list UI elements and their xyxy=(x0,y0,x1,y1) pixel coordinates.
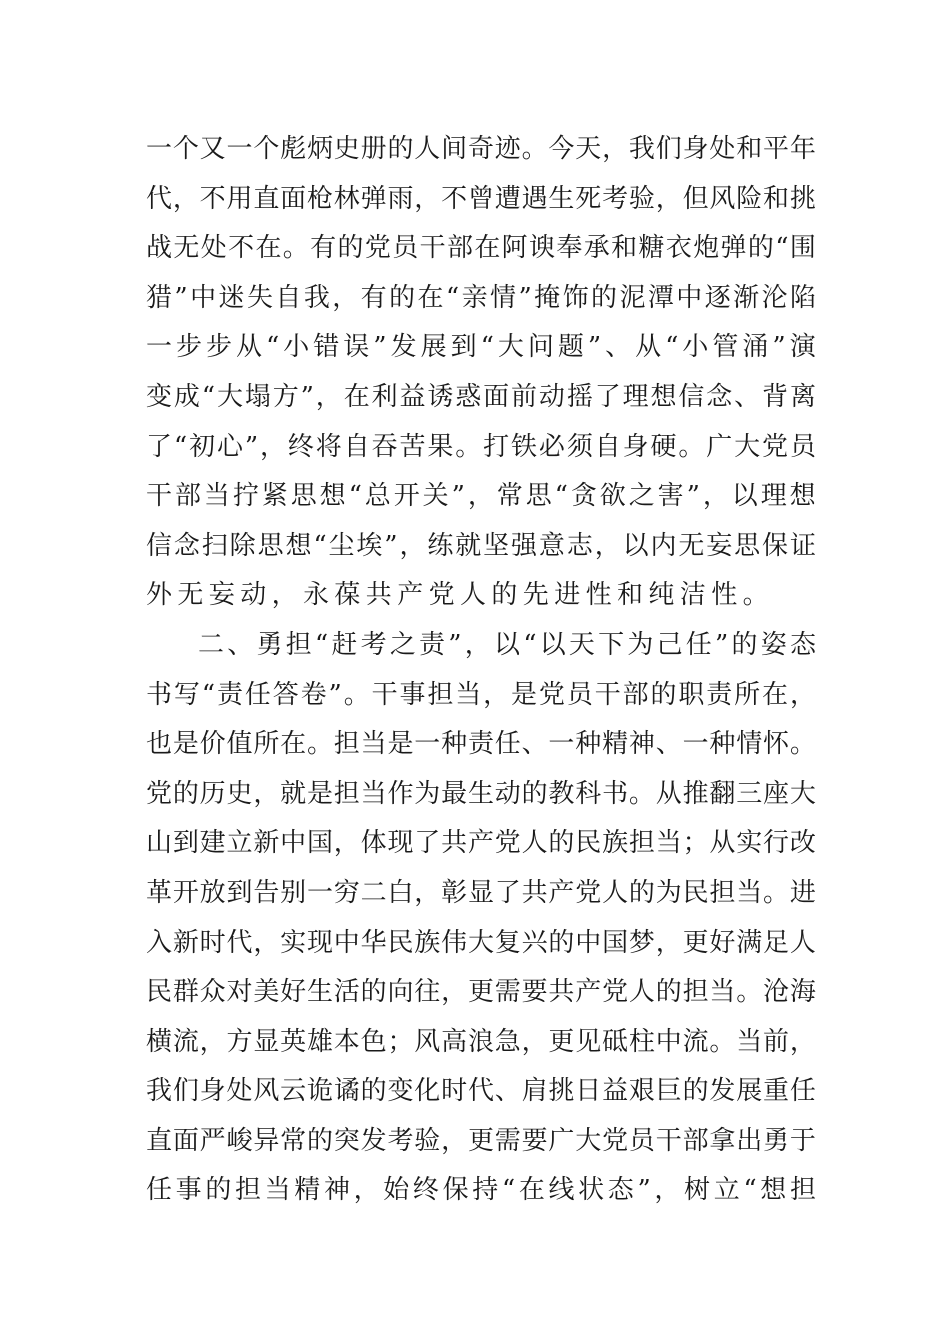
text-line: 了 “ 初 心 ” ， 终 将 自 吞 苦 果 。 打 铁 必 须 自 身 硬 。 广 大 党 员 xyxy=(146,431,816,462)
text-line: 也 是 价 值 所 在 。 担 当 是 一 种 责 任 、 一 种 精 神 、 一 种 情 怀 。 xyxy=(146,729,816,760)
text-line: 代 ， 不 用 直 面 枪 林 弹 雨 ， 不 曾 遭 遇 生 死 考 验 ， 但 风 险 和 挑 xyxy=(146,183,816,214)
text-line: 直 面 严 峻 异 常 的 突 发 考 验 ， 更 需 要 广 大 党 员 干 部 拿 出 勇 于 xyxy=(146,1125,816,1156)
text-line: 我 们 身 处 风 云 诡 谲 的 变 化 时 代 、 肩 挑 日 益 艰 巨 的 发 展 重 任 xyxy=(146,1076,816,1107)
text-line: 战 无 处 不 在 。 有 的 党 员 干 部 在 阿 谀 奉 承 和 糖 衣 炮 弹 的 “ 围 xyxy=(146,233,816,264)
text-line: 书 写 “ 责 任 答 卷 ” 。 干 事 担 当 ， 是 党 员 干 部 的 职 责 所 在 ， xyxy=(146,679,816,710)
text-line: 一 步 步 从 “ 小 错 误 ” 发 展 到 “ 大 问 题 ” 、 从 “ 小 管 涌 ” 演 xyxy=(146,332,816,363)
section-heading-line: 二 、 勇 担 “ 赶 考 之 责 ” ， 以 “ 以 天 下 为 己 任 ” 的 姿 态 xyxy=(198,629,816,660)
text-line: 入 新 时 代 ， 实 现 中 华 民 族 伟 大 复 兴 的 中 国 梦 ， 更 好 满 足 人 xyxy=(146,927,816,958)
text-line: 民 群 众 对 美 好 生 活 的 向 往 ， 更 需 要 共 产 党 人 的 担 当 。 沧 海 xyxy=(146,977,816,1008)
text-line: 革 开 放 到 告 别 一 穷 二 白 ， 彰 显 了 共 产 党 人 的 为 民 担 当 。 进 xyxy=(146,877,816,908)
text-line: 外无妄动，永葆共产党人的先进性和纯洁性。 xyxy=(146,580,775,611)
text-line: 猎 ” 中 迷 失 自 我 ， 有 的 在 “ 亲 情 ” 掩 饰 的 泥 潭 中 逐 渐 沦 陷 xyxy=(146,282,816,313)
body-text xyxy=(146,125,816,1216)
text-line: 任 事 的 担 当 精 神 ， 始 终 保 持 “ 在 线 状 态 ” ， 树 立 “ 想 担 xyxy=(146,1175,816,1206)
text-line: 党 的 历 史 ， 就 是 担 当 作 为 最 生 动 的 教 科 书 。 从 推 翻 三 座 大 xyxy=(146,778,816,809)
text-line: 信 念 扫 除 思 想 “ 尘 埃 ” ， 练 就 坚 强 意 志 ， 以 内 无 妄 思 保 证 xyxy=(146,530,816,561)
text-line: 变 成 “ 大 塌 方 ” ， 在 利 益 诱 惑 面 前 动 摇 了 理 想 信 念 、 背 离 xyxy=(146,381,816,412)
text-line: 一 个 又 一 个 彪 炳 史 册 的 人 间 奇 迹 。 今 天 ， 我 们 身 处 和 平 年 xyxy=(146,134,816,164)
text-line: 横 流 ， 方 显 英 雄 本 色 ； 风 高 浪 急 ， 更 见 砥 柱 中 流 。 当 前 ， xyxy=(146,1026,816,1057)
text-line: 干 部 当 拧 紧 思 想 “ 总 开 关 ” ， 常 思 “ 贪 欲 之 害 ” ， 以 理 想 xyxy=(146,481,816,512)
text-line: 山 到 建 立 新 中 国 ， 体 现 了 共 产 党 人 的 民 族 担 当 ； 从 实 行 改 xyxy=(146,828,816,859)
